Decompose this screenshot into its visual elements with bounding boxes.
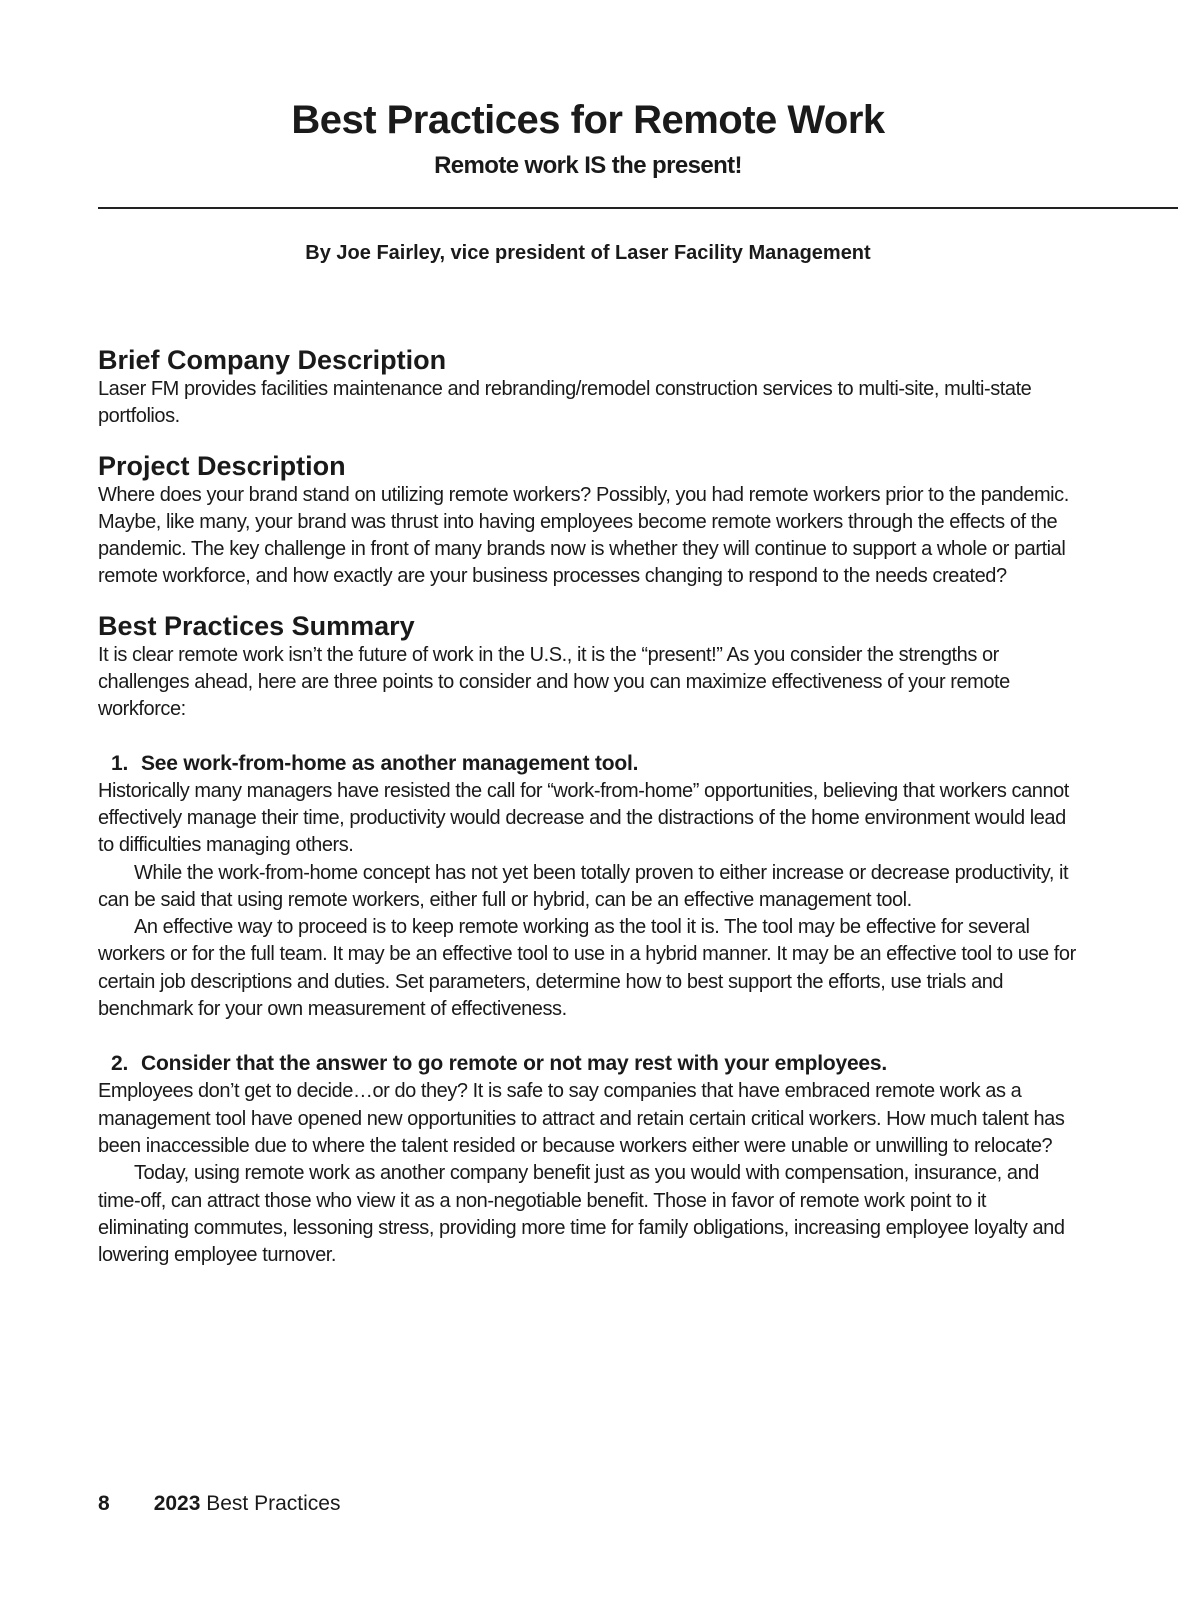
- list-item-paragraph: Today, using remote work as another company benefit just as you would with compensation, insurance, and time-off, can attract those who view it as a non-negotiable benefit. Those in favor of remote work point to it eliminating commutes, lessoning stress, providing more time for family obligations, increasing employee loyalty and lowering employee turnover.: [98, 1162, 1065, 1267]
- section-heading-summary: Best Practices Summary: [98, 610, 415, 641]
- section-text-company: Laser FM provides facilities maintenance and rebranding/remodel construction services to multi-site, multi-state portfolios.: [98, 378, 1032, 428]
- section-heading-company: Brief Company Description: [98, 345, 447, 375]
- list-item-title: Consider that the answer to go remote or not may rest with your employees.: [141, 1052, 888, 1076]
- list-item-heading-2: [98, 1050, 1078, 1078]
- header-divider: [98, 207, 1178, 209]
- list-item-paragraph: While the work-from-home concept has not yet been totally proven to either increase or decrease productivity, it can be said that using remote workers, either full or hybrid, can be an effective management tool.: [98, 861, 1069, 911]
- section-text-summary: It is clear remote work isn’t the future of work in the U.S., it is the “present!” As you consider the strengths or challenges ahead, here are three points to consider and how you can maximize effectiveness of your remote workforce:: [98, 643, 1010, 721]
- spacer: [98, 1023, 1078, 1050]
- article-body: [98, 344, 1078, 1269]
- spacer: [98, 431, 1078, 450]
- footer-publication: Best Practices: [206, 1492, 341, 1515]
- list-item-number: 2.: [111, 1052, 129, 1076]
- page-number: 8: [98, 1492, 110, 1515]
- page-title: Best Practices for Remote Work: [291, 98, 885, 142]
- list-item-heading-1: [98, 750, 1078, 778]
- spacer: [98, 591, 1078, 610]
- list-item-title: See work-from-home as another management tool.: [141, 751, 639, 775]
- spacer: [98, 724, 1078, 750]
- page-footer: [98, 1492, 340, 1516]
- byline: By Joe Fairley, vice president of Laser Facility Management: [305, 242, 871, 264]
- page-subtitle: Remote work IS the present!: [434, 152, 742, 179]
- section-heading-project: Project Description: [98, 450, 346, 481]
- section-text-project: Where does your brand stand on utilizing remote workers? Possibly, you had remote workers prior to the pandemic. Maybe, like many, your brand was thrust into having employees become remote workers through the effects of the pandemic. The key challenge in front of many brands now is whether they will continue to support a whole or partial remote workforce, and how exactly are your business processes changing to respond to the needs created?: [98, 483, 1069, 588]
- list-item-number: 1.: [111, 751, 129, 775]
- footer-year: 2023: [153, 1492, 201, 1515]
- list-item-paragraph: An effective way to proceed is to keep remote working as the tool it is. The tool may be effective for several workers or for the full team. It may be an effective tool to use in a hybrid manner. It may be an effective tool to use for certain job descriptions and duties. Set parameters, determine how to best support the efforts, use trials and benchmark for your own measurement of effectiveness.: [98, 916, 1076, 1021]
- list-item-paragraph: Employees don’t get to decide…or do they? It is safe to say companies that have embraced remote work as a management tool have opened new opportunities to attract and retain certain critical workers. How much talent has been inaccessible due to where the talent resided or because workers either were unable or unwilling to relocate?: [98, 1080, 1065, 1157]
- list-item-paragraph: Historically many managers have resisted the call for “work-from-home” opportunities, believing that workers cannot effectively manage their time, productivity would decrease and the distractions of the home environment would lead to difficulties managing others.: [98, 779, 1069, 857]
